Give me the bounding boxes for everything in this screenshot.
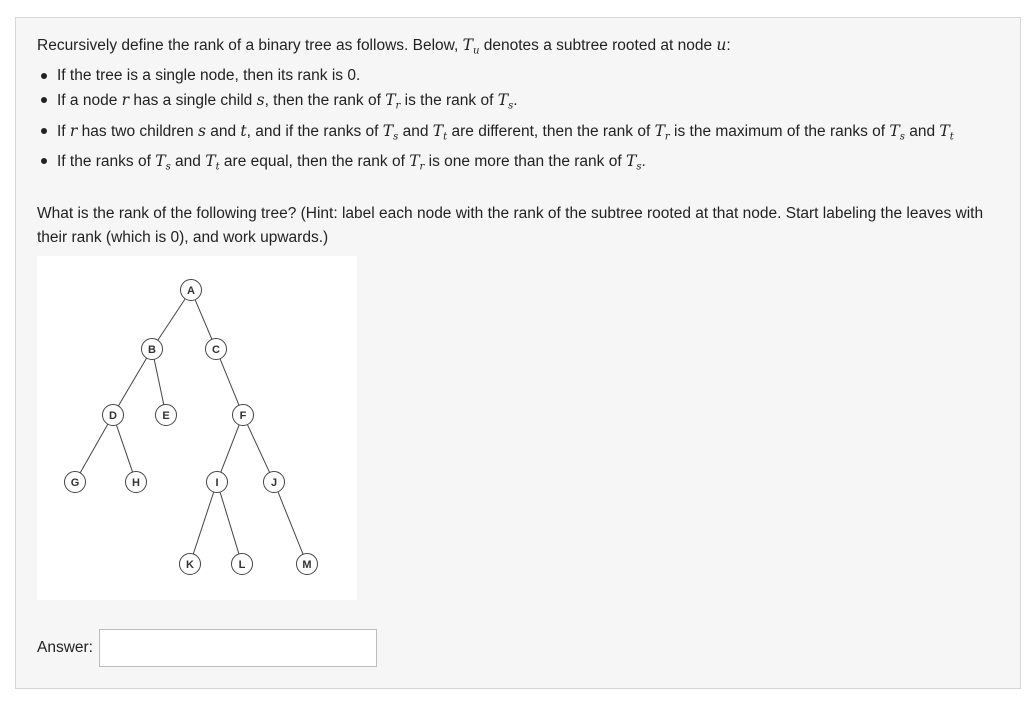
tree-node-label: M [302,559,312,571]
tree-node-b [142,339,163,360]
tree-node-k [180,554,201,575]
tree-node-j [264,472,285,493]
rule-item: If r has two children s and t, and if the ranks of $T_s$ and $T_t$ are different, then the rank of $T_r$ is the maximum of the ranks of $T_s$ and $T_t$ [37,119,997,150]
tree-edge-a-b [158,299,185,340]
question-intro: Recursively define the rank of a binary tree as follows. Below, $T_u$ denotes a subtree rooted at node u: [37,36,731,57]
tree-node-a [181,280,202,301]
rule-item: If the ranks of $T_s$ and $T_t$ are equal, then the rank of $T_r$ is one more than the rank of $T_s$. [37,149,997,180]
tree-node-l [232,554,253,575]
tree-node-label: L [238,559,246,571]
tree-node-label: E [162,410,170,422]
tree-edge-j-m [278,492,303,555]
tree-node-label: K [186,559,194,571]
tree-edge-b-d [118,358,146,406]
rules-list [37,64,997,180]
tree-edge-f-i [221,425,239,472]
answer-label: Answer: [37,639,93,656]
tree-node-label: B [148,344,156,356]
tree-edge-c-f [220,359,239,406]
tree-node-label: H [132,477,140,489]
tree-node-label: G [70,477,80,489]
tree-node-m [297,554,318,575]
question-card [15,17,1021,689]
rule-item: If a node r has a single child s, then the rank of $T_r$ is the rank of $T_s$. [37,88,997,119]
tree-edge-f-j [247,425,269,473]
answer-input[interactable] [99,629,377,667]
answer-row [37,628,377,668]
tree-node-label: I [215,477,219,489]
tree-node-d [103,405,124,426]
tree-node-i [207,472,228,493]
question-prompt: What is the rank of the following tree? (Hint: label each node with the rank of the subtree rooted at that node. Start labeling the leaves with their rank (which is 0), and work upwards.) [37,205,984,246]
tree-node-label: J [270,477,278,489]
tree-figure [37,256,357,600]
tree-edge-i-k [193,492,213,554]
tree-edge-d-h [116,425,132,472]
tree-node-g [65,472,86,493]
tree-edge-b-e [154,359,164,404]
binary-tree-diagram [37,256,357,600]
tree-node-label: D [109,410,117,422]
tree-node-label: C [212,344,220,356]
tree-node-label: F [239,410,247,422]
tree-edge-d-g [80,424,108,473]
rule-item: If the tree is a single node, then its rank is 0. [37,64,997,88]
tree-node-label: A [187,285,195,297]
tree-node-e [156,405,177,426]
tree-edge-i-l [220,492,239,554]
tree-node-f [233,405,254,426]
tree-edge-a-c [195,300,212,340]
math-T-u: $T_u$ [462,36,480,57]
math-u: u [716,36,727,54]
tree-node-c [206,339,227,360]
tree-node-h [126,472,147,493]
